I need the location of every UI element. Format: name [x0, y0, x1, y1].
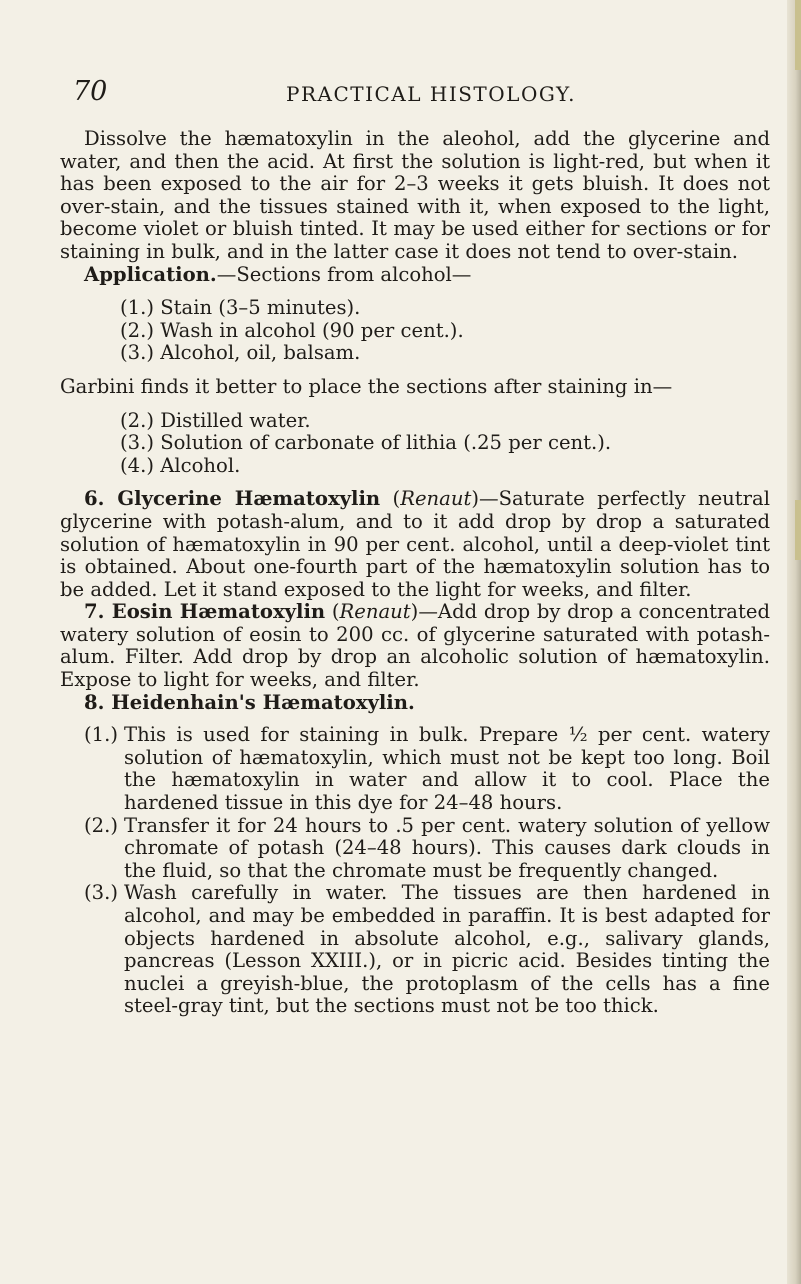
application-step: (3.) Alcohol, oil, balsam.	[120, 341, 361, 365]
section-6-text: —Saturate perfectly neutral glycerine with potash-alum, and to it add drop by drop a saturated solution of hæmatoxylin in 90 per cent. alcohol, until a deep-violet tint is obtained. About one-fourth part of the hæmatoxylin solution has to be added. Let it stand exposed to the light for weeks, and filter.	[60, 487, 770, 601]
page-edge-tab	[795, 0, 801, 70]
section-7-heading: 7. Eosin Hæmatoxylin	[84, 600, 326, 624]
application-paragraph	[84, 264, 770, 287]
running-head: PRACTICAL HISTOLOGY.	[286, 82, 576, 106]
section-7: 7. Eosin Hæmatoxylin (Renaut)—Add drop by drop a concentrated watery solution of eosin to 200 cc. of glycerine saturated with potash-alum. Filter. Add drop by drop an alcoholic solution of hæmatoxylin. Expose to light for weeks, and filter.	[60, 600, 771, 692]
section-6: 6. Glycerine Hæmatoxylin (Renaut)—Saturate perfectly neutral glycerine with potash-alum, and to it add drop by drop a saturated solution of hæmatoxylin in 90 per cent. alcohol, until a deep-violet tint is obtained. About one-fourth part of the hæmatoxylin solution has to be added. Let it stand exposed to the light for weeks, and filter.	[60, 487, 770, 601]
application-heading: Application.	[84, 262, 217, 286]
section-8-item-text: Transfer it for 24 hours to .5 per cent. watery solution of yellow chromate of potash (24–48 hours). This causes dark clouds in the fluid, so that the chromate must be frequently changed.	[124, 813, 770, 882]
page-number: 70	[73, 76, 108, 107]
page-header	[0, 76, 801, 116]
section-8-item	[84, 815, 770, 883]
section-8-item	[84, 724, 770, 814]
garbini-step: (4.) Alcohol.	[120, 453, 241, 477]
section-8-item-number: (3.)	[84, 881, 118, 905]
intro-paragraph: Dissolve the hæmatoxylin in the aleohol, add the glycerine and water, and then the acid. At first the solution is light-red, but when it has been exposed to the air for 2–3 weeks it gets bluish. It does not over-stain, and the tissues stained with it, when exposed to the light, become violet or bluish tinted. It may be used either for sections or for staining in bulk, and in the latter case it does not tend to over-stain.	[60, 127, 770, 263]
application-text: —Sections from alcohol—	[216, 262, 472, 286]
page-body	[60, 128, 770, 1018]
garbini-step: (3.) Solution of carbonate of lithia (.25 per cent.).	[120, 431, 612, 455]
garbini-step: (2.) Distilled water.	[120, 408, 311, 432]
section-8-item-number: (1.)	[84, 723, 118, 747]
application-steps	[120, 297, 770, 365]
application-step: (1.) Stain (3–5 minutes).	[120, 296, 361, 320]
page-edge	[787, 0, 801, 1284]
section-6-heading: 6. Glycerine Hæmatoxylin	[84, 487, 381, 511]
application-step: (2.) Wash in alcohol (90 per cent.).	[120, 318, 464, 342]
section-7-author: Renaut	[339, 600, 411, 624]
section-8-item-text: Wash carefully in water. The tissues are then hardened in alcohol, and may be embedded in paraffin. It is best adapted for objects hardened in absolute alcohol, e.g., salivary glands, pancreas (Lesson XXIII.), or in picric acid. Besides tinting the nuclei a greyish-blue, the protoplasm of the cells has a fine steel-gray tint, but the sections must not be too thick.	[124, 881, 770, 1018]
garbini-paragraph: Garbini finds it better to place the sections after staining in—	[60, 374, 673, 398]
section-8-item	[84, 882, 770, 1018]
garbini-steps	[120, 410, 770, 478]
section-8-item-number: (2.)	[84, 813, 118, 837]
section-7-text: —Add drop by drop a concentrated watery solution of eosin to 200 cc. of glycerine saturated with potash-alum. Filter. Add drop by drop an alcoholic solution of hæmatoxylin. Expose to light for weeks, and filter.	[60, 600, 771, 692]
section-8-item-text: This is used for staining in bulk. Prepare ½ per cent. watery solution of hæmatoxylin, which must not be kept too long. Boil the hæmatoxylin in water and allow it to cool. Place the hardened tissue in this dye for 24–48 hours.	[124, 723, 770, 815]
section-8-heading: 8. Heidenhain's Hæmatoxylin.	[84, 690, 415, 714]
section-6-author: Renaut	[400, 487, 472, 511]
page-edge-tab	[795, 500, 801, 560]
